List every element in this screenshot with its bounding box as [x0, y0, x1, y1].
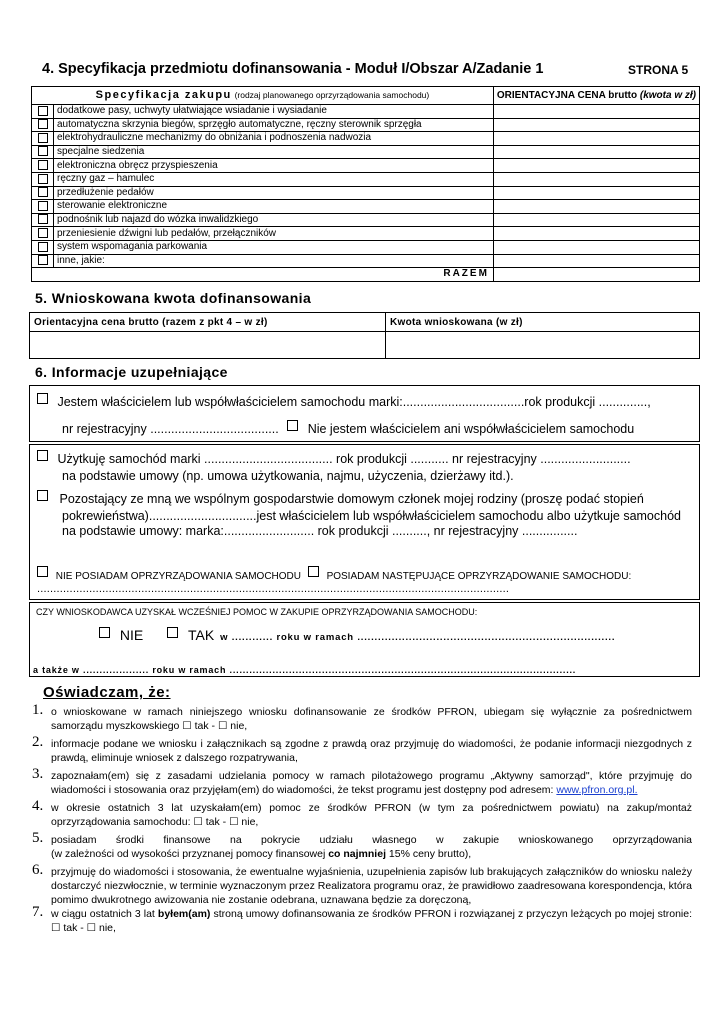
not-owner-text: Nie jestem właścicielem ani współwłaścicielem samochodu: [307, 422, 635, 436]
spec-row: [32, 159, 700, 173]
spec-header-title: Specyfikacja zakupu: [95, 89, 232, 101]
spec-item-label: ręczny gaz – hamulec: [54, 172, 494, 186]
spec-item-price[interactable]: [493, 105, 699, 119]
spec-item-checkbox[interactable]: [38, 228, 48, 238]
spec-item-checkbox[interactable]: [38, 160, 48, 170]
total-label: RAZEM: [32, 268, 494, 282]
spec-item-price[interactable]: [493, 186, 699, 200]
no-equipment-text: NIE POSIADAM OPRZYRZĄDOWANIA SAMOCHODU: [55, 571, 301, 582]
specification-table: [31, 86, 700, 282]
spec-row: [32, 240, 700, 254]
spec-row: [32, 186, 700, 200]
spec-item-price[interactable]: [493, 200, 699, 214]
requested-amount-header: Kwota wnioskowana (w zł): [386, 313, 700, 332]
spec-row: [32, 200, 700, 214]
declaration-heading: Oświadczam, że:: [43, 684, 171, 701]
spec-item-checkbox[interactable]: [38, 133, 48, 143]
spec-item-label: podnośnik lub najazd do wózka inwalidzkiego: [54, 213, 494, 227]
declaration-item-4: 4. w okresie ostatnich 3 lat uzyskałam(em) pomoc ze środków PFRON (w tym za pośrednictwem powiatu) na zakup/montaż oprzyrządowania samochodu: ☐ tak - ☐ nie,: [32, 798, 692, 828]
prior-also-field[interactable]: a także w .................... roku w ramach .........................................................................................................: [33, 665, 577, 675]
prior-yes-label: TAK: [188, 627, 215, 643]
has-equipment-text: POSIADAM NASTĘPUJĄCE OPRZYRZĄDOWANIE SAMOCHODU:: [326, 571, 632, 582]
gross-price-header: Orientacyjna cena brutto (razem z pkt 4 – w zł): [30, 313, 386, 332]
spec-item-label: przedłużenie pedałów: [54, 186, 494, 200]
prior-help-answers: [99, 627, 615, 643]
spec-row: [32, 227, 700, 241]
spec-item-price[interactable]: [493, 240, 699, 254]
section5-title: 5. Wnioskowana kwota dofinansowania: [35, 290, 312, 306]
spec-item-price[interactable]: [493, 213, 699, 227]
user-checkbox[interactable]: [37, 450, 48, 461]
spec-item-checkbox[interactable]: [38, 214, 48, 224]
page-number: STRONA 5: [628, 63, 689, 77]
spec-row: [32, 254, 700, 268]
has-equipment-checkbox[interactable]: [308, 566, 319, 577]
declaration-item-7: 7. w ciągu ostatnich 3 lat byłem(am) stroną umowy dofinansowania ze środków PFRON i rozwiązanej z przyczyn leżących po mojej stronie: ☐ tak - ☐ nie,: [32, 904, 692, 934]
owner-row-2: [62, 420, 634, 436]
equipment-row: [37, 566, 631, 582]
page-title: 4. Specyfikacja przedmiotu dofinansowania - Moduł I/Obszar A/Zadanie 1: [42, 61, 544, 77]
prior-no-label: NIE: [119, 627, 144, 643]
prior-help-question: CZY WNIOSKODAWCA UZYSKAŁ WCZEŚNIEJ POMOC W ZAKUPIE OPRZYRZĄDOWANIA SAMOCHODU:: [36, 607, 478, 617]
pfron-link[interactable]: www.pfron.org.pl.: [556, 784, 638, 796]
user-row-1: [37, 450, 631, 466]
spec-item-checkbox[interactable]: [38, 187, 48, 197]
spec-item-checkbox[interactable]: [38, 242, 48, 252]
spec-item-label: inne, jakie:: [54, 254, 494, 268]
declaration-item-1: 1. o wnioskowane w ramach niniejszego wniosku dofinansowanie ze środków PFRON, ubiegam się wyłącznie za pośrednictwem samorządu myszkowskiego ☐ tak - ☐ nie,: [32, 702, 692, 732]
spec-item-label: automatyczna skrzynia biegów, sprzęgło automatyczne, ręczny sterownik sprzęgła: [54, 118, 494, 132]
spec-item-label: dodatkowe pasy, uchwyty ułatwiające wsiadanie i wysiadanie: [54, 105, 494, 119]
spec-item-price[interactable]: [493, 159, 699, 173]
family-text: Pozostający ze mną we wspólnym gospodarstwie domowym członek mojej rodziny (proszę podać stopień: [59, 492, 644, 506]
spec-row: [32, 132, 700, 146]
declaration-item-2: 2. informacje podane we wniosku i załącznikach są zgodne z prawdą oraz przyjmuję do wiadomości, że podanie informacji niezgodnych z prawdą, eliminuje wniosek z dalszego rozpatrywania,: [32, 734, 692, 764]
amount-table: [29, 312, 700, 359]
spec-row: [32, 145, 700, 159]
spec-item-checkbox[interactable]: [38, 146, 48, 156]
prior-yes-checkbox[interactable]: [167, 627, 178, 638]
spec-item-label: system wspomagania parkowania: [54, 240, 494, 254]
gross-price-field[interactable]: [30, 332, 386, 359]
spec-row: [32, 213, 700, 227]
spec-header-subtitle: (rodzaj planowanego oprzyrządowania samochodu): [234, 90, 430, 100]
declaration-item-5: 5. posiadam środki finansowe na pokrycie udziału własnego w zakupie wnioskowanego oprzyrządowania (w zależności od wysokości przyznanej pomocy finansowej co najmniej 15% ceny brutto),: [32, 830, 692, 860]
requested-amount-field[interactable]: [386, 332, 700, 359]
owner-row-1: [37, 393, 651, 409]
declaration-item-3: 3. zapoznałam(em) się z zasadami udzielania pomocy w ramach pilotażowego programu „Aktywny samorząd", które przyjmuję do wiadomości i stosowania oraz przyjęłam(em) do wiadomości, że tekst programu jest dostępny pod adresem: www.pfron.org.pl.: [32, 766, 692, 796]
spec-item-label: sterowanie elektroniczne: [54, 200, 494, 214]
family-row-2: pokrewieństwa)...............................jest właścicielem lub współwłaścicielem samochodu albo użytkuje samochód: [62, 509, 681, 523]
spec-item-checkbox[interactable]: [38, 119, 48, 129]
spec-item-label: elektroniczna obręcz przyspieszenia: [54, 159, 494, 173]
spec-item-price[interactable]: [493, 254, 699, 268]
prior-year-field[interactable]: w ............ roku w ramach ...........................................................................: [220, 632, 616, 643]
total-price-field[interactable]: [493, 268, 699, 282]
user-text: Użytkuję samochód marki ..................................... rok produkcji ........... nr rejestracyjny ..........................: [57, 452, 631, 466]
spec-item-label: przeniesienie dźwigni lub pedałów, przełączników: [54, 227, 494, 241]
price-header: ORIENTACYJNA CENA brutto (kwota w zł): [493, 87, 699, 105]
spec-item-price[interactable]: [493, 145, 699, 159]
owner-text: Jestem właścicielem lub współwłaścicielem samochodu marki:...................................rok produkcji ..............,: [57, 395, 651, 409]
spec-item-price[interactable]: [493, 227, 699, 241]
not-owner-checkbox[interactable]: [287, 420, 298, 431]
spec-item-price[interactable]: [493, 172, 699, 186]
family-row-1: [37, 490, 644, 506]
spec-item-label: elektrohydrauliczne mechanizmy do obniżania i podnoszenia nadwozia: [54, 132, 494, 146]
section6-title: 6. Informacje uzupełniające: [35, 364, 228, 380]
family-row-3: na podstawie umowy: marka:.......................... rok produkcji .........., nr rejestracyjny ................: [62, 524, 578, 538]
spec-item-price[interactable]: [493, 118, 699, 132]
owner-checkbox[interactable]: [37, 393, 48, 404]
spec-header-cell: [32, 87, 494, 105]
spec-item-checkbox[interactable]: [38, 201, 48, 211]
owner-registration: nr rejestracyjny .....................................: [62, 422, 279, 436]
equipment-dots: .................................................................................................................................................: [37, 583, 510, 595]
spec-item-checkbox[interactable]: [38, 255, 48, 265]
spec-row: [32, 172, 700, 186]
no-equipment-checkbox[interactable]: [37, 566, 48, 577]
prior-no-checkbox[interactable]: [99, 627, 110, 638]
declaration-item-6: 6. przyjmuję do wiadomości i stosowania, że ewentualne wyjaśnienia, uzupełnienia zapisów lub brakujących załączników do wniosku należy dostarczyć niezwłocznie, w terminie wyznaczonym przez Realizatora programu oraz, że prawidłowo zaadresowana korespondencja, która pomimo dwukrotnego awizowania nie zostanie odebrana, uznawana będzie za doręczoną,: [32, 862, 692, 906]
spec-item-price[interactable]: [493, 132, 699, 146]
user-row-2: na podstawie umowy (np. umowa użytkowania, najmu, użyczenia, dzierżawy itd.).: [62, 469, 514, 483]
spec-item-checkbox[interactable]: [38, 174, 48, 184]
family-checkbox[interactable]: [37, 490, 48, 501]
spec-item-label: specjalne siedzenia: [54, 145, 494, 159]
spec-row: [32, 105, 700, 119]
spec-item-checkbox[interactable]: [38, 106, 48, 116]
spec-row: [32, 118, 700, 132]
